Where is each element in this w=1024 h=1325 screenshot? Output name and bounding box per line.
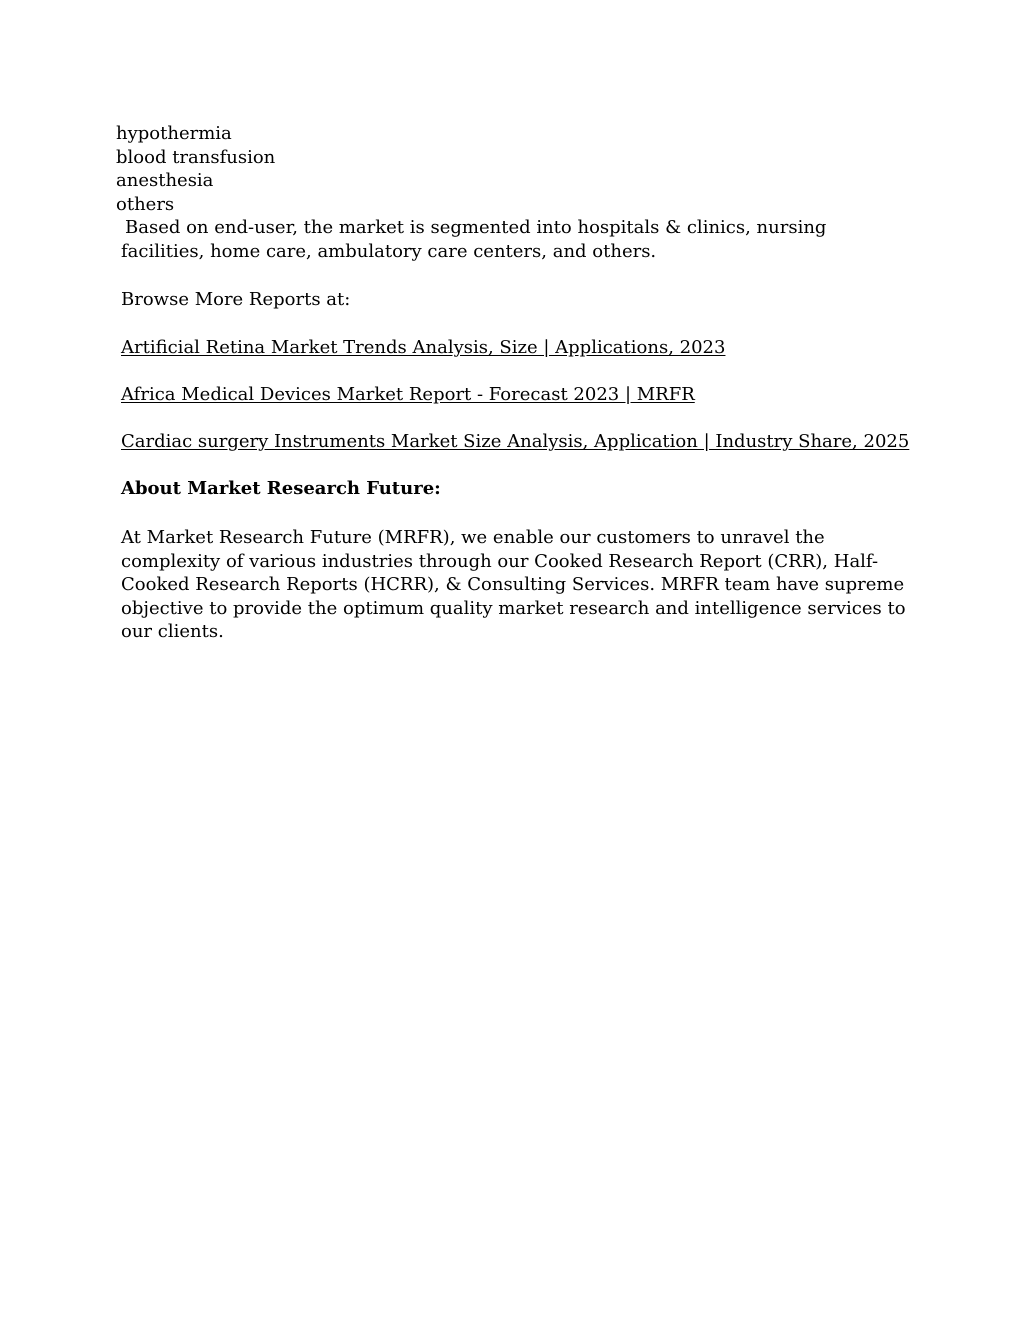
application-list bbox=[116, 122, 275, 216]
report-link-artificial-retina[interactable]: Artificial Retina Market Trends Analysis, Size | Applications, 2023 bbox=[121, 337, 726, 358]
report-link-cardiac-surgery-instruments[interactable]: Cardiac surgery Instruments Market Size Analysis, Application | Industry Share, 2025 bbox=[121, 431, 910, 452]
list-item: hypothermia bbox=[116, 123, 232, 144]
browse-more-label: Browse More Reports at: bbox=[121, 289, 351, 310]
end-user-paragraph: Based on end-user, the market is segmented into hospitals & clinics, nursing facilities, home care, ambulatory care centers, and others. bbox=[121, 217, 827, 262]
report-link-africa-medical-devices[interactable]: Africa Medical Devices Market Report - Forecast 2023 | MRFR bbox=[121, 384, 695, 405]
about-heading: About Market Research Future: bbox=[121, 478, 441, 499]
list-item: others bbox=[116, 193, 175, 215]
list-item: blood transfusion bbox=[116, 146, 276, 168]
about-paragraph: At Market Research Future (MRFR), we enable our customers to unravel the complexity of various industries through our Cooked Research Report (CRR), Half-Cooked Research Reports (HCRR), & Consulting Services. MRFR team have supreme objective to provide the optimum quality market research and intelligence services to our clients. bbox=[121, 527, 906, 642]
list-item: anesthesia bbox=[116, 170, 214, 191]
